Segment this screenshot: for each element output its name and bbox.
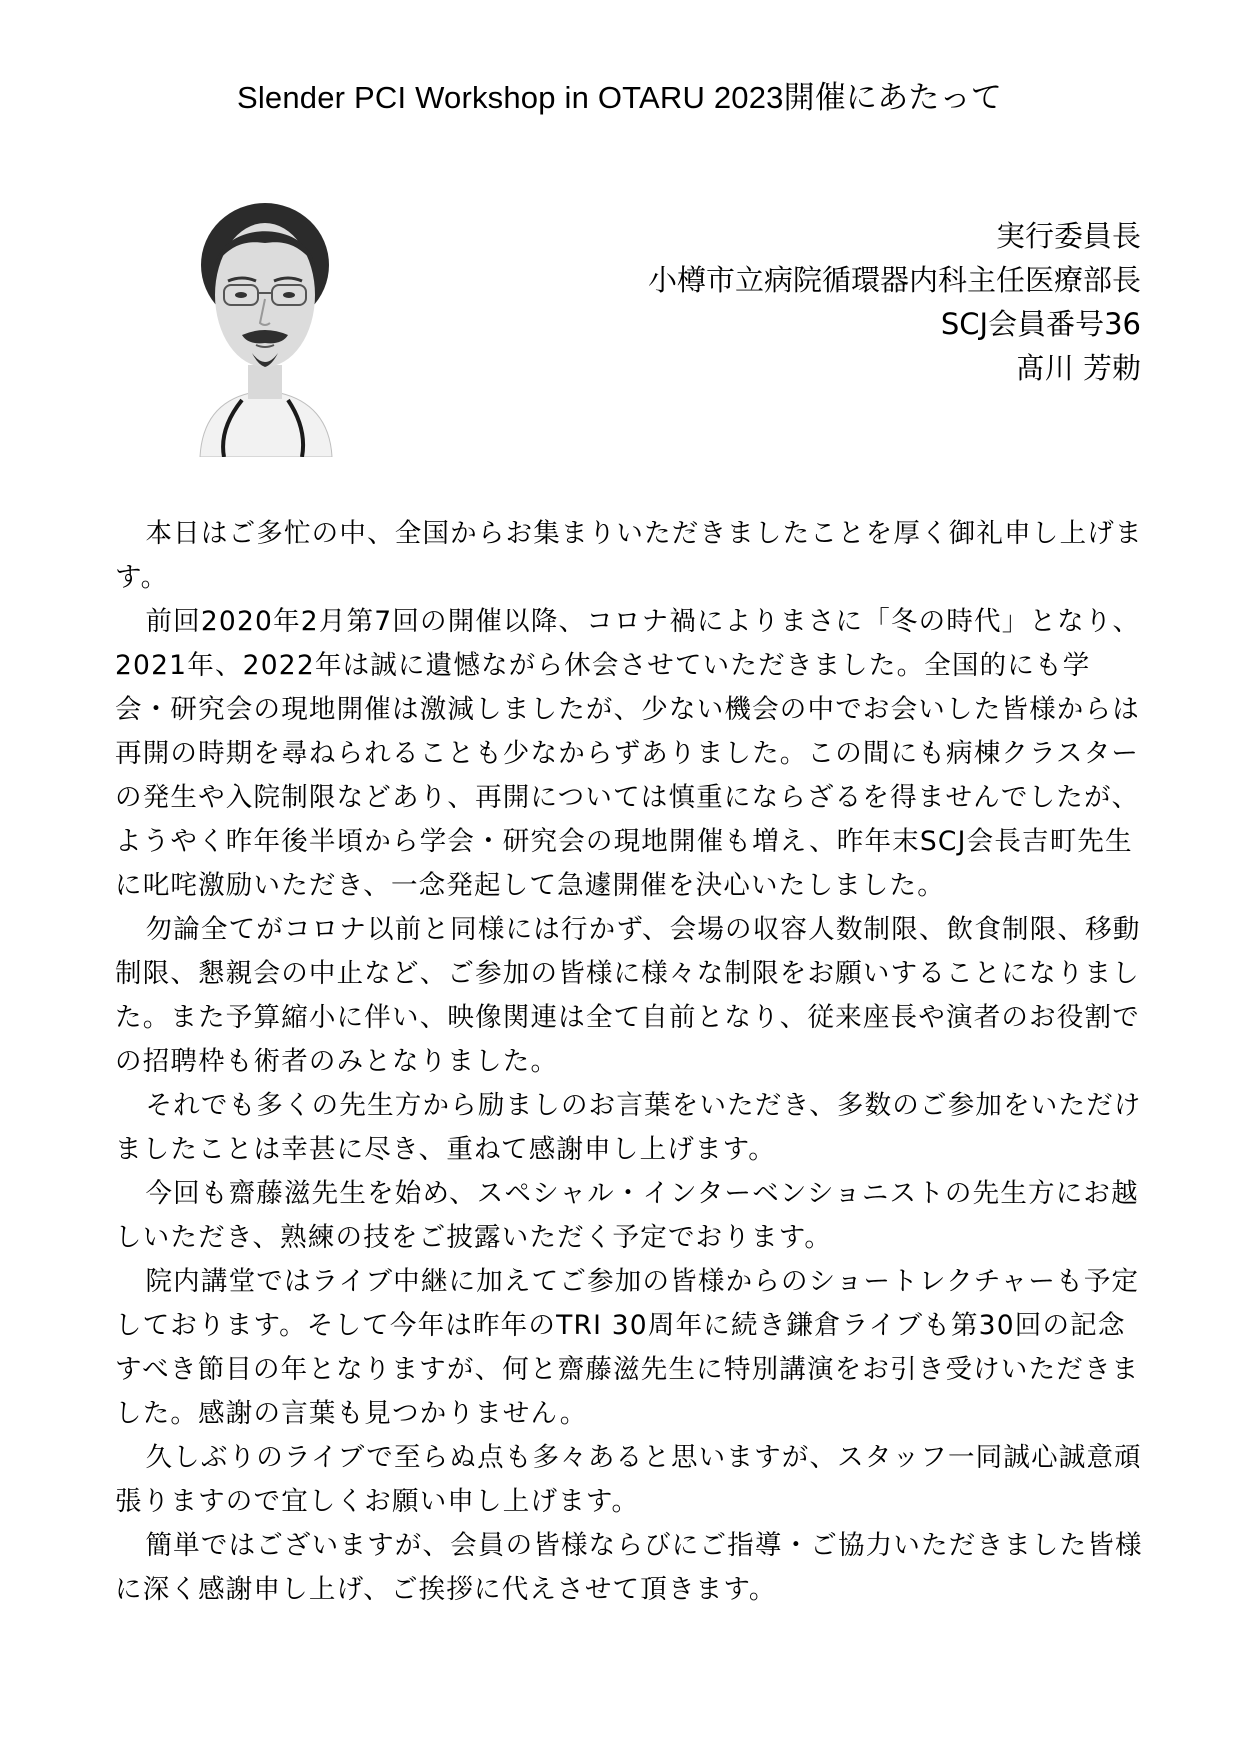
paragraph: 院内講堂ではライブ中継に加えてご参加の皆様からのショートレクチャーも予定しております。そして今年は昨年のTRI 30周年に続き鎌倉ライブも第30回の記念すべき節目の年となりますが、何と齋藤滋先生に特別講演をお引き受けいただきました。感謝の言葉も見つかりません。 [115,1266,1140,1429]
portrait-illustration [190,195,340,457]
paragraph: 久しぶりのライブで至らぬ点も多々あると思いますが、スタッフ一同誠心誠意頑張りますので宜しくお願い申し上げます。 [115,1442,1142,1517]
paragraph: 簡単ではございますが、会員の皆様ならびにご指導・ご協力いただきました皆様に深く感謝申し上げ、ご挨拶に代えさせて頂きます。 [115,1530,1143,1605]
author-portrait [190,195,340,457]
author-name: 髙川 芳勅 [1015,351,1141,385]
author-affiliation: 小樽市立病院循環器内科主任医療部長 [647,263,1141,297]
message-body [115,512,1145,1612]
paragraph: それでも多くの先生方から励ましのお言葉をいただき、多数のご参加をいただけましたことは幸甚に尽き、重ねて感謝申し上げます。 [115,1090,1142,1165]
paragraph: 今回も齋藤滋先生を始め、スペシャル・インターベンショニストの先生方にお越しいただき、熟練の技をご披露いただく予定でおります。 [115,1178,1139,1253]
document-title: Slender PCI Workshop in OTARU 2023開催にあたって [236,80,1003,115]
paragraph: 本日はご多忙の中、全国からお集まりいただきましたことを厚く御礼申し上げます。 [115,518,1143,593]
author-membership: SCJ会員番号36 [940,307,1141,341]
paragraph: 勿論全てがコロナ以前と同様には行かず、会場の収容人数制限、飲食制限、移動制限、懇親会の中止など、ご参加の皆様に様々な制限をお願いすることになりました。また予算縮小に伴い、映像関連は全て自前となり、従来座長や演者のお役割での招聘枠も術者のみとなりました。 [115,914,1141,1077]
author-block [648,214,1141,390]
paragraph: 前回2020年2月第7回の開催以降、コロナ禍によりまさに「冬の時代」となり、2021年、2022年は誠に遺憾ながら休会させていただきました。全国的にも学会・研究会の現地開催は激減しましたが、少ない機会の中でお会いした皆様からは再開の時期を尋ねられることも少なからずありました。この間にも病棟クラスターの発生や入院制限などあり、再開については慎重にならざるを得ませんでしたが、ようやく昨年後半頃から学会・研究会の現地開催も増え、昨年末SCJ会長吉町先生に叱咤激励いただき、一念発起して急遽開催を決心いたしました。 [115,606,1141,901]
author-role: 実行委員長 [995,219,1141,253]
